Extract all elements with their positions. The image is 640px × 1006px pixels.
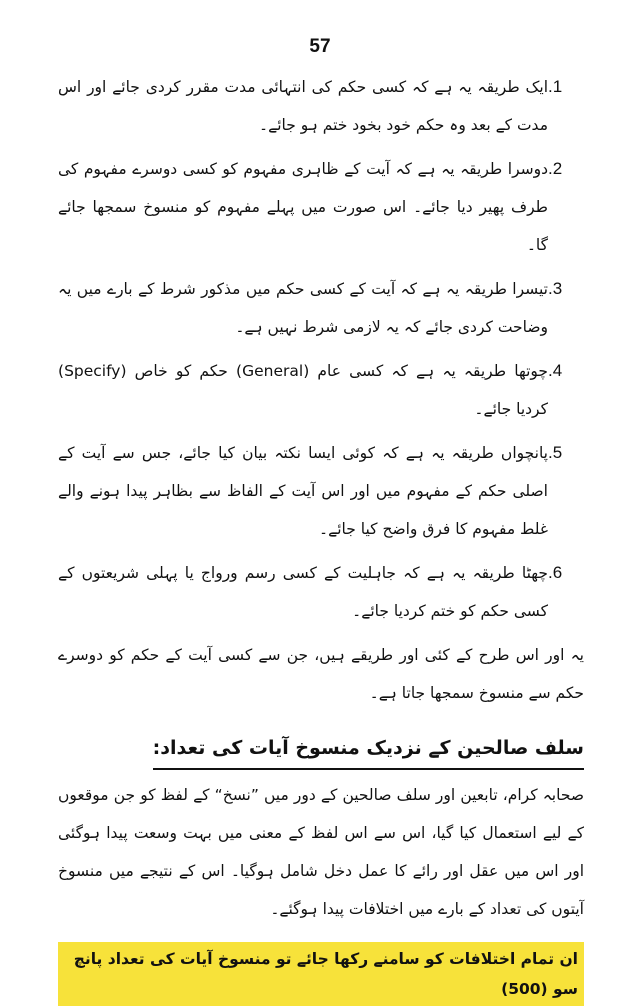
list-item-text: ایک طریقہ یہ ہے کہ کسی حکم کی انتہائی مدت مقرر کردی جائے اور اس مدت کے بعد وہ حکم خود بخود ختم ہو جائے۔	[58, 78, 548, 134]
page-number: 57	[309, 36, 331, 57]
section-heading-wrap	[58, 730, 584, 770]
list-item	[58, 554, 584, 630]
list-item-text: چھٹا طریقہ یہ ہے کہ جاہلیت کے کسی رسم ورواج یا پہلی شریعتوں کے کسی حکم کو ختم کردیا جائے۔	[58, 564, 548, 620]
list-item	[58, 150, 584, 264]
list-item-number: .5	[548, 443, 563, 462]
list-item	[58, 270, 584, 346]
list-item-text: تیسرا طریقہ یہ ہے کہ آیت کے کسی حکم میں مذکور شرط کے بارے میں یہ وضاحت کردی جائے کہ یہ لازمی شرط نہیں ہے۔	[58, 280, 548, 336]
list-item-number: .6	[548, 563, 563, 582]
list-item	[58, 68, 584, 144]
highlighted-line: ان تمام اختلافات کو سامنے رکھا جائے تو منسوخ آیات کی تعداد پانچ سو (500)	[58, 942, 584, 1006]
list-item-number: .1	[548, 77, 563, 96]
list-item-number: .4	[548, 361, 563, 380]
list-item	[58, 352, 584, 428]
list-item-text: چوتھا طریقہ یہ ہے کہ کسی عام (General) حکم کو خاص (Specify) کردیا جائے۔	[58, 362, 548, 418]
list-item-text: پانچواں طریقہ یہ ہے کہ کوئی ایسا نکتہ بیان کیا جائے، جس سے آیت کے اصلی حکم کے مفہوم میں اور اس آیت کے الفاظ سے بظاہر پیدا ہونے والے غلط مفہوم کا فرق واضح کیا جائے۔	[58, 444, 548, 538]
section-paragraph: صحابہ کرام، تابعین اور سلف صالحین کے دور میں ”نسخ“ کے لفظ کو جن موقعوں کے لیے استعمال کیا گیا، اس سے اس لفظ کے معنی میں بہت وسعت پیدا ہوگئی اور اس میں عقل اور رائے کا عمل دخل شامل ہوگیا۔ اس کے نتیجے میں منسوخ آیتوں کی تعداد کے بارے میں اختلافات پیدا ہوگئے۔	[58, 786, 584, 918]
list-item-text: دوسرا طریقہ یہ ہے کہ آیت کے ظاہری مفہوم کو کسی دوسرے مفہوم کی طرف پھیر دیا جائے۔ اس صورت میں پہلے مفہوم کو منسوخ سمجھا جائے گا۔	[58, 160, 548, 254]
highlighted-line-row	[58, 928, 584, 1006]
list-item-number: .3	[548, 279, 563, 298]
list-item	[58, 434, 584, 548]
page-body	[58, 68, 584, 1006]
closing-paragraph: یہ اور اس طرح کے کئی اور طریقے ہیں، جن سے کسی آیت کے حکم کو دوسرے حکم سے منسوخ سمجھا جاتا ہے۔	[58, 646, 584, 702]
list-item-number: .2	[548, 159, 563, 178]
section-heading: سلف صالحین کے نزدیک منسوخ آیات کی تعداد:	[153, 730, 584, 770]
